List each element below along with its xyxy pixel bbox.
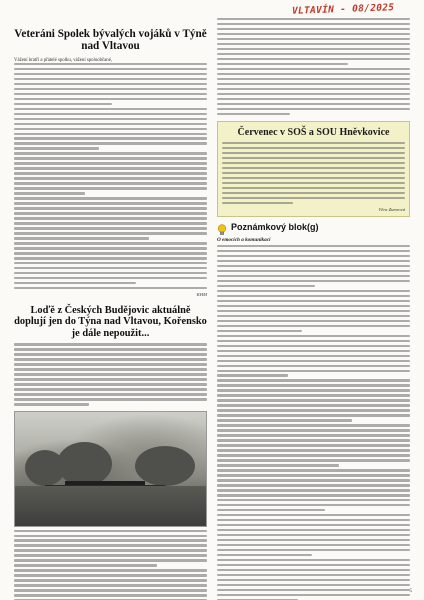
text-line [217,78,410,80]
text-line [217,325,410,327]
text-line [217,345,410,347]
text-line [14,277,207,279]
text-line [14,108,207,110]
text-line [222,142,405,144]
text-line [14,403,89,405]
text-line [217,68,410,70]
text-line [217,113,290,115]
river-boat-photo [14,411,207,527]
text-line [14,272,207,274]
box-article-body [222,142,405,204]
text-line [14,162,207,164]
text-line [14,363,207,365]
text-line [217,88,410,90]
text-line [14,113,207,115]
text-line [14,287,207,289]
text-line [14,212,207,214]
text-line [217,93,410,95]
text-line [217,544,410,546]
text-line [217,63,348,65]
text-line [217,534,410,536]
text-line [14,574,207,576]
text-line [14,343,207,345]
text-line [14,584,207,586]
text-line [217,108,410,110]
text-line [217,290,410,292]
text-line [14,177,207,179]
text-line [14,393,207,395]
article-veterans-signature: KHM [196,292,207,297]
text-line [217,98,410,100]
text-line [217,310,410,312]
text-line [14,98,207,100]
text-line [14,535,207,537]
text-line [217,33,410,35]
text-line [14,368,207,370]
text-line [222,152,405,154]
text-line [14,348,207,350]
text-line [217,350,410,352]
text-line [14,217,207,219]
text-line [217,255,410,257]
text-line [14,128,207,130]
text-line [14,378,207,380]
box-article-signature: Věra Zumrová [378,206,405,212]
text-line [217,569,410,571]
text-line [217,365,410,367]
text-line [14,530,207,532]
text-line [217,28,410,30]
text-line [14,554,207,556]
text-line [217,449,410,451]
article-veterans-body [14,63,207,290]
text-line [14,192,85,194]
text-line [14,237,149,239]
text-line [217,18,410,20]
text-line [217,389,410,391]
text-line [14,222,207,224]
text-line [217,340,410,342]
text-line [217,280,410,282]
text-line [217,494,410,496]
text-line [14,78,207,80]
text-line [222,147,405,149]
text-line [217,574,410,576]
text-line [217,439,410,441]
text-line [217,474,410,476]
text-line [217,524,410,526]
text-line [217,404,410,406]
section-body [217,245,410,600]
text-line [217,484,410,486]
text-line [14,257,207,259]
text-line [14,373,207,375]
text-line [217,519,410,521]
text-line [14,282,136,284]
text-line [217,260,410,262]
text-line [14,207,207,209]
text-line [217,250,410,252]
text-line [217,43,410,45]
text-line [217,419,352,421]
text-line [14,559,207,561]
lightbulb-icon [217,221,227,233]
text-line [217,554,312,556]
text-line [14,73,207,75]
text-line [217,245,410,247]
text-line [217,73,410,75]
text-line [14,539,207,541]
text-line [217,374,288,376]
issue-stamp: VLTAVÍN - 08/2025 [291,2,395,17]
left-column [14,18,207,600]
text-line [14,147,99,149]
text-line [217,285,315,287]
text-line [14,564,157,566]
text-line [217,469,410,471]
text-line [217,414,410,416]
text-line [217,549,410,551]
text-line [217,499,410,501]
text-line [217,579,410,581]
text-line [222,162,405,164]
text-line [217,454,410,456]
section-title: Poznámkový blok(g) [231,221,319,232]
text-line [14,549,207,551]
text-line [217,295,410,297]
article-veterans-title: Veteráni Spolek bývalých vojáků v Týně nad Vltavou [14,28,207,53]
text-line [14,103,112,105]
text-line [217,479,410,481]
text-line [14,579,207,581]
text-line [217,589,410,591]
text-line [217,48,410,50]
text-line [222,157,405,159]
text-line [14,197,207,199]
text-line [222,182,405,184]
text-line [222,192,405,194]
text-line [14,267,207,269]
text-line [217,584,410,586]
page-number: 5 [409,589,412,594]
text-line [14,353,207,355]
text-line [14,133,207,135]
text-line [217,360,410,362]
text-line [14,187,207,189]
text-line [222,177,405,179]
text-line [217,539,410,541]
text-line [14,202,207,204]
text-line [14,157,207,159]
text-line [14,172,207,174]
text-line [14,242,207,244]
article-boats-title: Loďě z Českých Budějovic aktuálně doplují jen do Týna nad Vltavou, Kořensko je dále nepoužit... [14,305,207,339]
text-line [14,383,207,385]
text-line [14,88,207,90]
text-line [217,429,410,431]
text-line [14,123,207,125]
text-line [217,424,410,426]
section-header [217,221,410,233]
text-line [217,514,410,516]
article-veterans-intro: Vážení bratři a přátelé spolku, vážení spoluobčané, [14,57,113,63]
highlighted-article-box [217,121,410,217]
text-line [14,569,207,571]
text-line [14,388,207,390]
text-line [14,137,207,139]
text-line [222,202,293,204]
text-line [217,38,410,40]
article-boats-body [14,343,207,405]
text-line [217,270,410,272]
text-line [14,63,207,65]
text-line [217,53,410,55]
text-line [14,152,207,154]
right-column [217,18,410,600]
text-line [217,379,410,381]
text-line [217,559,410,561]
section-subhead: O emocích a komunikaci [217,236,271,243]
text-line [14,398,207,400]
text-line [217,103,410,105]
box-article-title: Červenec v SOŠ a SOU Hněvkovice [237,127,390,139]
text-line [222,167,405,169]
text-line [217,509,325,511]
text-line [14,142,207,144]
text-line [217,504,410,506]
text-line [14,358,207,360]
text-line [217,265,410,267]
text-line [217,384,410,386]
text-line [14,247,207,249]
text-line [14,589,207,591]
text-line [217,83,410,85]
text-line [222,197,405,199]
text-line [14,93,207,95]
text-line [217,399,410,401]
text-line [14,544,207,546]
text-line [217,320,410,322]
text-line [217,444,410,446]
text-line [217,355,410,357]
text-line [217,330,302,332]
text-line [217,305,410,307]
text-line [14,232,207,234]
text-line [217,409,410,411]
text-line [217,275,410,277]
text-line [217,394,410,396]
text-line [14,182,207,184]
text-line [14,227,207,229]
text-line [217,300,410,302]
text-line [217,370,410,372]
article-continued-body [217,18,410,115]
text-line [217,459,410,461]
text-line [14,83,207,85]
text-line [222,172,405,174]
text-line [14,262,207,264]
text-line [217,315,410,317]
text-line [14,118,207,120]
text-line [217,434,410,436]
text-line [217,529,410,531]
text-line [217,594,410,596]
text-line [217,335,410,337]
text-line [217,23,410,25]
text-line [217,564,410,566]
text-line [14,68,207,70]
text-line [14,252,207,254]
text-line [217,489,410,491]
text-line [14,167,207,169]
text-line [217,58,410,60]
text-line [14,594,207,596]
article-boats-body-continued [14,530,207,600]
text-line [217,464,339,466]
text-line [222,187,405,189]
